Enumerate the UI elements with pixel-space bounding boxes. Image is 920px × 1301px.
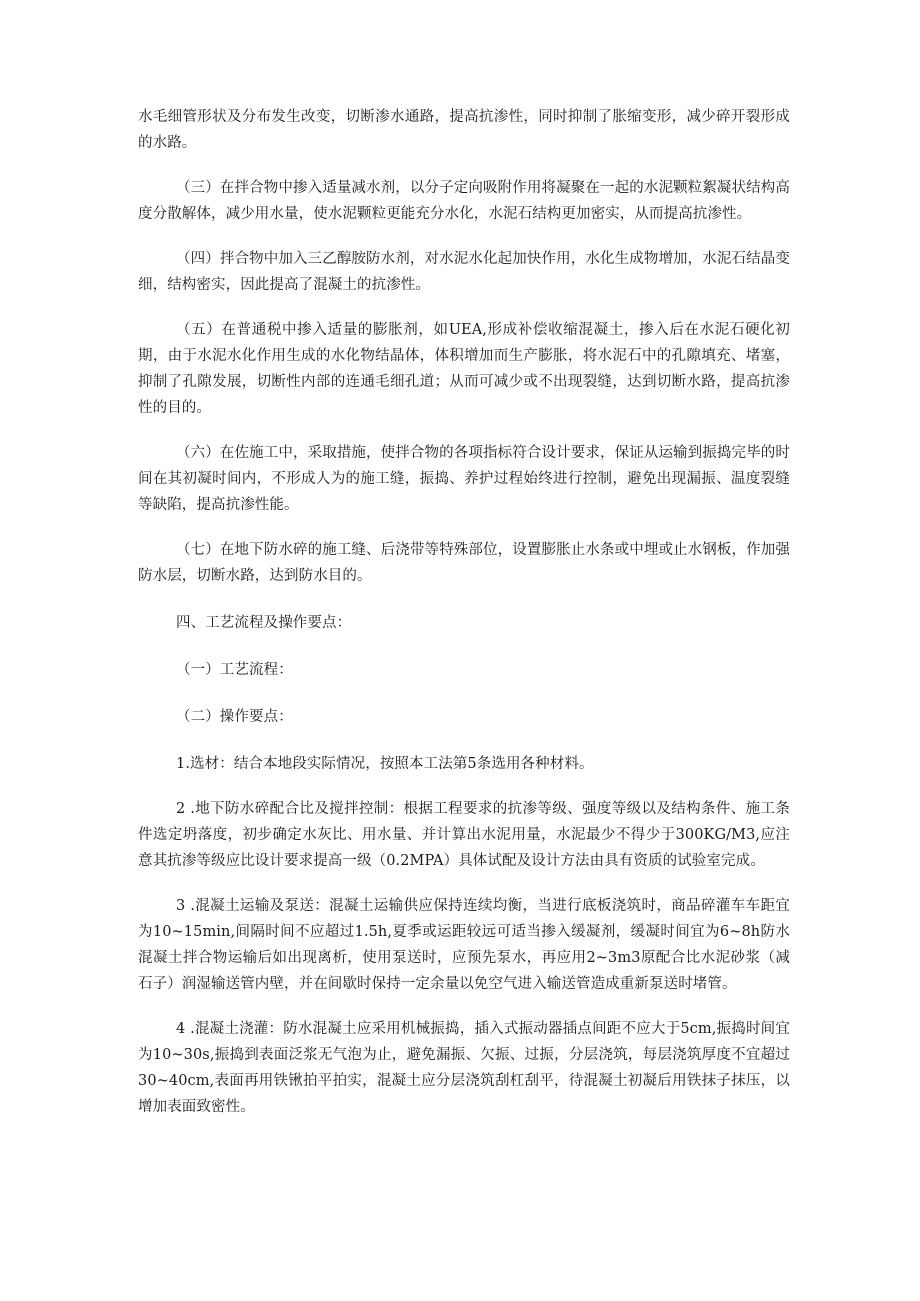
paragraph-item-5: （五）在普通税中掺入适量的膨胀剂，如UEA,形成补偿收缩混凝土，掺入后在水泥石硬化初期，由于水泥水化作用生成的水化物结晶体，体积增加而生产膨胀，将水泥石中的孔隙填充、堵塞，抑制了孔隙发展，切断性内部的连通毛细孔道；从而可减少或不出现裂缝，达到切断水路，提高抗渗性的目的。: [138, 322, 790, 416]
section-heading-4: 四、工艺流程及操作要点：: [176, 615, 352, 631]
paragraph-item-4: （四）拌合物中加入三乙醇胺防水剂，对水泥水化起加快作用，水化生成物增加，水泥石结晶变细，结构密实，因此提高了混凝土的抗渗性。: [138, 251, 790, 293]
subheading-operation-points: （二）操作要点：: [176, 709, 293, 725]
paragraph-item-7: （七）在地下防水碎的施工缝、后浇带等特殊部位，设置膨胀止水条或中埋或止水钢板，作加强防水层，切断水路，达到防水目的。: [138, 542, 790, 584]
step-1-material-selection: 1.选材：结合本地段实际情况，按照本工法第5条选用各种材料。: [176, 756, 594, 772]
step-2-mix-ratio: 2 .地下防水碎配合比及搅拌控制：根据工程要求的抗渗等级、强度等级以及结构条件、施工条件选定坍落度，初步确定水灰比、用水量、并计算出水泥用量，水泥最少不得少于300KG/M3,应注意其抗渗等级应比设计要求提高一级（0.2MPA）具体试配及设计方法由具有资质的试验室完成。: [138, 801, 790, 869]
subheading-process-flow: （一）工艺流程：: [176, 662, 293, 678]
paragraph-item-6: （六）在佐施工中，采取措施，使拌合物的各项指标符合设计要求，保证从运输到振捣完毕的时间在其初凝时间内，不形成人为的施工缝，振捣、养护过程始终进行控制，避免出现漏振、温度裂缝等缺陷，提高抗渗性能。: [138, 445, 790, 513]
document-body: [138, 104, 790, 1120]
step-4-pouring: 4 .混凝土浇灌：防水混凝土应采用机械振捣，插入式振动器插点间距不应大于5cm,振捣时间宜为10~30s,振捣到表面泛浆无气泡为止，避免漏振、欠振、过振，分层浇筑，每层浇筑厚度不宜超过30~40cm,表面再用铁锹拍平拍实，混凝土应分层浇筑刮杠刮平，待混凝土初凝后用铁抹子抹压，以增加表面致密性。: [138, 1021, 790, 1115]
paragraph-item-3: （三）在拌合物中掺入适量减水剂，以分子定向吸附作用将凝聚在一起的水泥颗粒絮凝状结构高度分散解体，减少用水量，使水泥颗粒更能充分水化，水泥石结构更加密实，从而提高抗渗性。: [138, 180, 790, 222]
paragraph-continuation: 水毛细管形状及分布发生改变，切断渗水通路，提高抗渗性，同时抑制了胀缩变形，减少碎开裂形成的水路。: [138, 109, 790, 151]
step-3-transport-pumping: 3 .混凝土运输及泵送：混凝土运输供应保持连续均衡，当进行底板浇筑时，商品碎灌车车距宜为10~15min,间隔时间不应超过1.5h,夏季或运距较远可适当掺入缓凝剂，缓凝时间宜为6~8h防水混凝土拌合物运输后如出现离析，使用泵送时，应预先泵水，再应用2~3m3原配合比水泥砂浆（减石子）润湿输送管内壁，并在间歇时保持一定余量以免空气进入输送管造成重新泵送时堵管。: [138, 898, 790, 992]
